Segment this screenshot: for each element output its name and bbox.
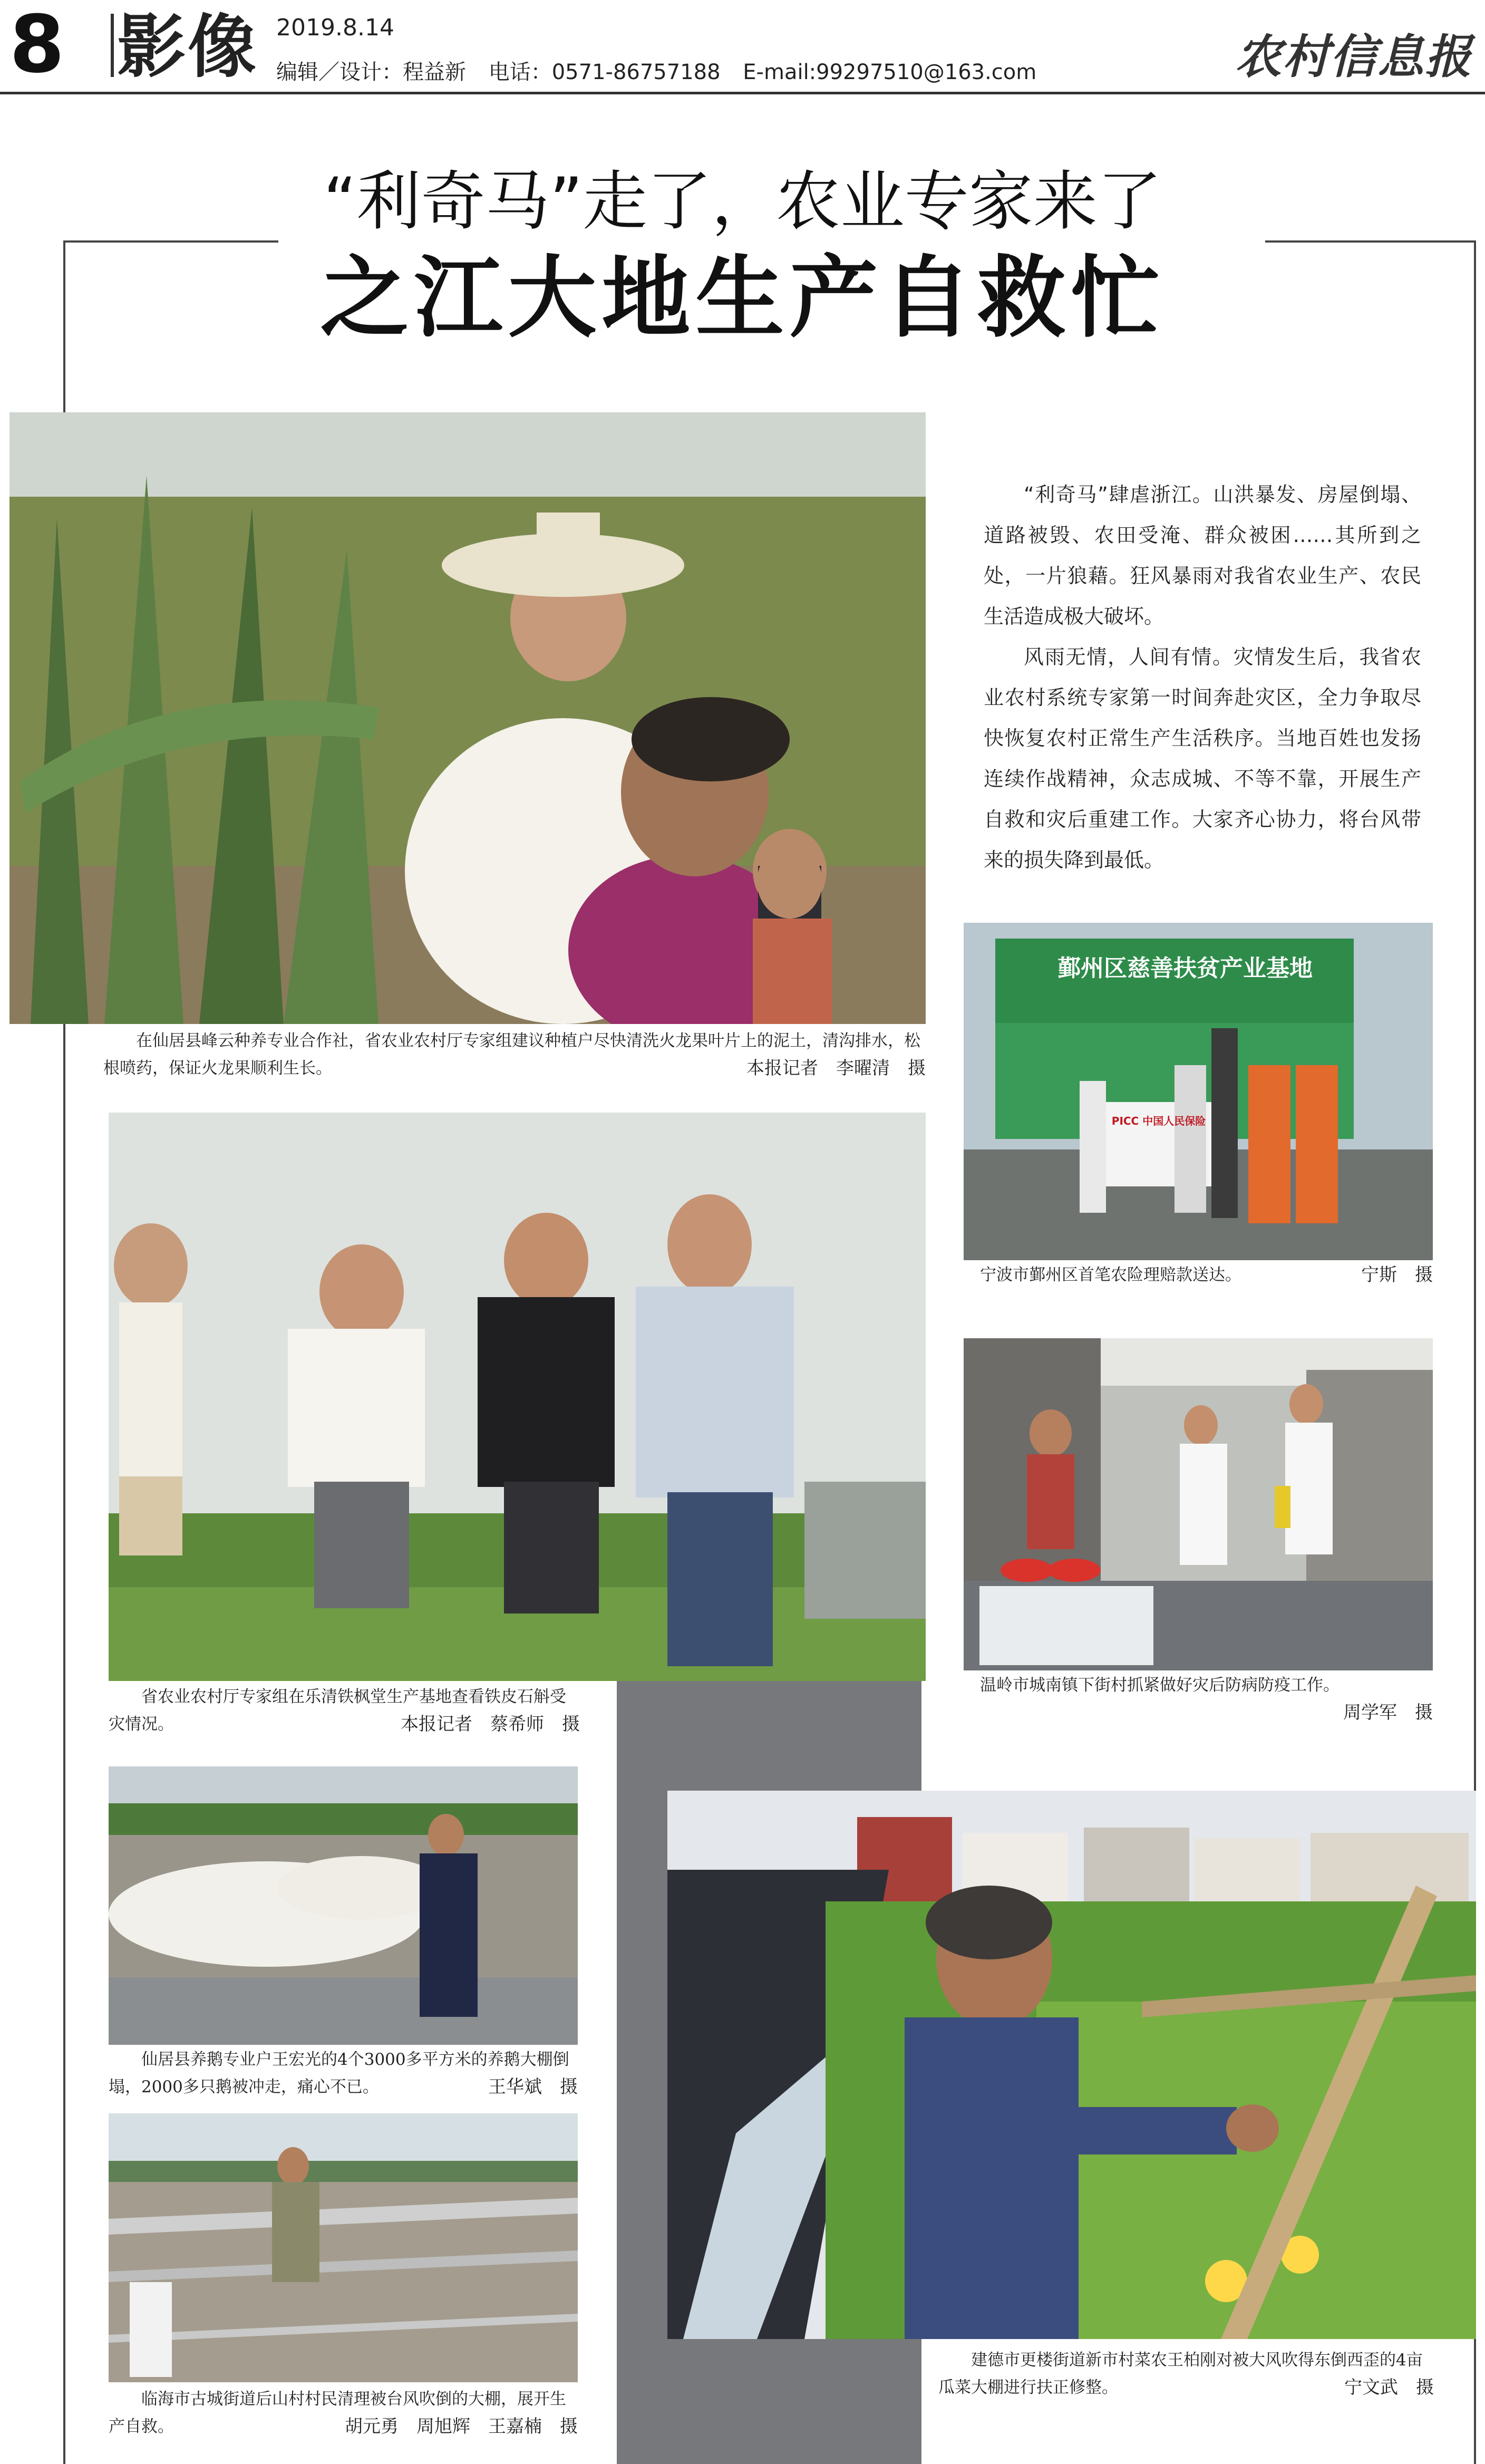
photo-collapsed-greenhouse [109, 2113, 578, 2382]
photo-credit: 宁文武 摄 [1344, 2377, 1434, 2398]
photo-dragon-fruit-experts [9, 412, 926, 1024]
photo-credit: 周学军 摄 [1343, 1702, 1433, 1723]
photo-caption: 临海市古城街道后山村村民清理被台风吹倒的大棚，展开生产自救。 [109, 2390, 566, 2436]
photo-credit: 王华斌 摄 [488, 2076, 578, 2098]
headline-main: 之江大地生产自救忙 [320, 246, 1165, 350]
issue-date: 2019.8.14 [276, 14, 394, 41]
photo-insurance-payout [964, 923, 1433, 1260]
photo-geese-farm [109, 1766, 578, 2045]
article-body [984, 475, 1421, 881]
editor-info [276, 59, 1052, 85]
photo-credit: 宁斯 摄 [1361, 1264, 1433, 1286]
photo-credit: 本报记者 李曜清 摄 [746, 1058, 926, 1079]
page-number: 8 [9, 0, 65, 91]
article-paragraph: 风雨无情，人间有情。灾情发生后，我省农业农村系统专家第一时间奔赴灾区，全力争取尽快恢复农村正常生产生活秩序。当地百姓也发扬连续作战精神，众志成城、不等不靠，开展生产自救和灾后重建工作。大家齐心协力，将台风带来的损失降到最低。 [984, 645, 1421, 872]
phone-number: 电话：0571-86757188 [488, 60, 721, 84]
header-rule [0, 92, 1485, 94]
section-title: 影像 [117, 7, 259, 87]
editor-credit: 编辑／设计：程益新 [276, 60, 466, 84]
header-separator [111, 14, 114, 77]
photo-caption: 宁波市鄞州区首笔农险理赔款送达。 [980, 1265, 1241, 1284]
headline-kicker: “利奇马”走了，农业专家来了 [323, 164, 1162, 239]
photo-credit: 本报记者 蔡希师 摄 [401, 1714, 580, 1735]
photo-caption: 在仙居县峰云种养专业合作社，省农业农村厅专家组建议种植户尽快清洗火龙果叶片上的泥土，清沟排水，松根喷药，保证火龙果顺利生长。 [103, 1031, 920, 1078]
photo-caption: 温岭市城南镇下街村抓紧做好灾后防病防疫工作。 [980, 1676, 1340, 1695]
frame-top-left [63, 240, 278, 243]
photo-greenhouse-inspection [109, 1113, 926, 1681]
photo-caption: 仙居县养鹅专业户王宏光的4个3000多平方米的养鹅大棚倒塌，2000多只鹅被冲走，痛心不已。 [109, 2050, 569, 2096]
photo-credit: 胡元勇 周旭辉 王嘉楠 摄 [345, 2416, 578, 2437]
photo-caption: 建德市更楼街道新市村菜农王柏刚对被大风吹得东倒西歪的4亩瓜菜大棚进行扶正修整。 [938, 2351, 1423, 2397]
photo-caption: 省农业农村厅专家组在乐清铁枫堂生产基地查看铁皮石斛受灾情况。 [109, 1687, 566, 1734]
sign-title: 鄞州区慈善扶贫产业基地 [1057, 955, 1313, 982]
article-paragraph: “利奇马”肆虐浙江。山洪暴发、房屋倒塌、道路被毁、农田受淹、群众被困……其所到之处，一片狼藉。狂风暴雨对我省农业生产、农民生活造成极大破坏。 [984, 483, 1421, 628]
donation-board-text: PICC 中国人民保险 [1111, 1115, 1206, 1127]
email-address: E-mail:99297510@163.com [743, 60, 1037, 84]
frame-top-right [1265, 240, 1476, 243]
photo-disinfection [964, 1338, 1433, 1670]
newspaper-masthead: 农村信息报 [1235, 29, 1472, 84]
photo-farmer-repair [667, 1791, 1476, 2339]
